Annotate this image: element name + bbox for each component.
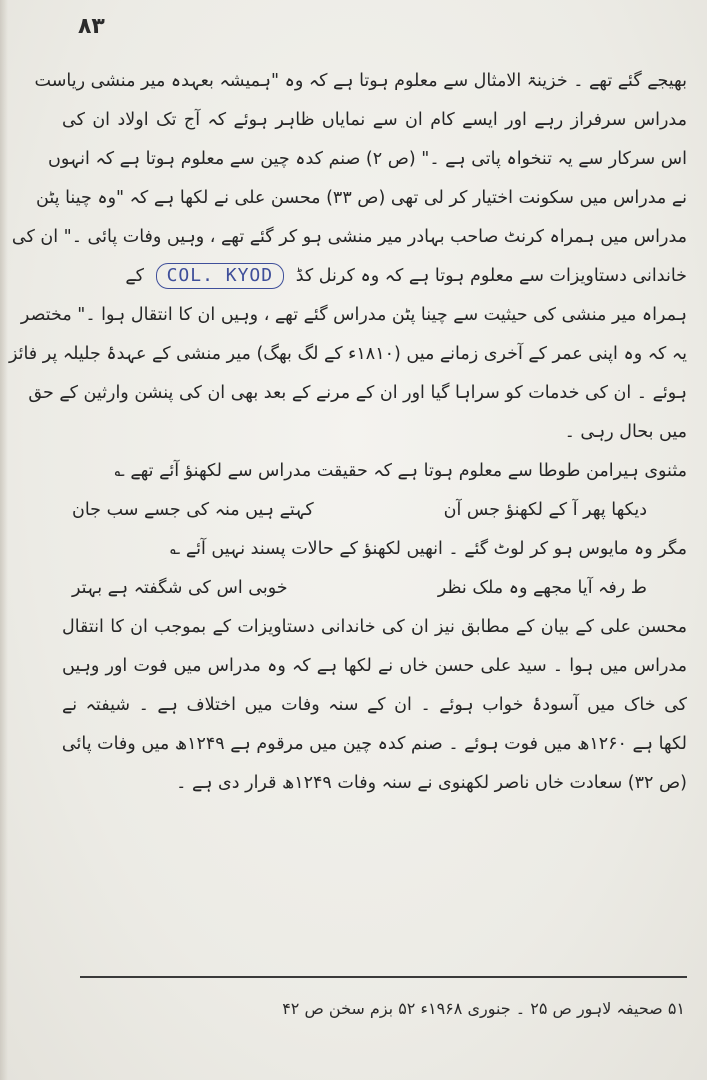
text-line-1: بھیجے گئے تھے ۔ خزینۃ الامثال سے معلوم ہوتا ہے کہ وہ "ہمیشہ بعہدہ میر منشی ریاست	[34, 71, 687, 91]
page-number: ۸۳	[78, 14, 105, 39]
text-line-15: محسن علی کے بیان کے مطابق نیز ان کی خاندانی دستاویزات کے بموجب ان کا انتقال	[62, 617, 687, 637]
text-line-17: کی خاک میں آسودۂ خواب ہوئے ۔ ان کے سنہ وفات میں اختلاف ہے ۔ شیفتہ نے	[62, 695, 687, 715]
text-line-18: لکھا ہے ۱۲۶۰ھ میں فوت ہوئے ۔ صنم کدہ چین میں مرقوم ہے ۱۲۴۹ھ میں وفات پائی	[61, 734, 687, 754]
verse-hemistich-left: کہتے ہیں منہ کی جسے سب جان	[72, 500, 314, 520]
verse-hemistich-right: ط رفہ آیا مجھے وہ ملک نظر	[437, 578, 647, 598]
handwritten-annotation: COL. KYOD	[156, 263, 285, 289]
verse-couplet-2	[62, 569, 687, 608]
text-line-4: نے مدراس میں سکونت اختیار کر لی تھی (ص ۳۳) محسن علی نے لکھا ہے کہ "وہ چینا پٹن	[36, 188, 687, 208]
text-line-9: ہوئے ۔ ان کی خدمات کو سراہا گیا اور ان کے مرنے کے بعد بھی ان کی پنشن وارثین کے حق	[28, 383, 687, 403]
text-line-11: مثنوی ہیرامن طوطا سے معلوم ہوتا ہے کہ حقیقت مدراس سے لکھنؤ آئے تھے ؎	[114, 461, 687, 481]
text-line-8: یہ کہ وہ اپنی عمر کے آخری زمانے میں (۱۸۱۰ء کے لگ بھگ) میر منشی کے عہدۂ جلیلہ پر فائز	[8, 344, 687, 364]
verse-couplet-1	[62, 491, 687, 530]
body-text	[8, 62, 687, 803]
text-line-3: اس سرکار سے یہ تنخواہ پاتی ہے ۔" (ص ۲) صنم کدہ چین سے معلوم ہوتا ہے کہ انہوں	[48, 149, 687, 169]
text-line-6	[62, 257, 687, 296]
text-line-16: مدراس میں ہوا ۔ سید علی حسن خاں نے لکھا ہے کہ وہ مدراس میں فوت اور وہیں	[62, 656, 687, 676]
text-line-7: ہمراہ میر منشی کی حیثیت سے چینا پٹن مدراس گئے تھے ، وہیں ان کا انتقال ہوا ۔" مختصر	[20, 305, 687, 325]
footnote-divider	[80, 976, 687, 978]
footnote: ۵۱ صحیفہ لاہور ص ۲۵ ۔ جنوری ۱۹۶۸ء ۵۲ بزم سخن ص ۴۲	[282, 999, 685, 1018]
text-line-19: (ص ۳۲) سعادت خاں ناصر لکھنوی نے سنہ وفات ۱۲۴۹ھ قرار دی ہے ۔	[176, 773, 687, 793]
text-line-5: مدراس میں ہمراہ کرنٹ صاحب بہادر میر منشی ہو کر گئے تھے ، وہیں وفات پائی ۔" ان کی	[11, 227, 687, 247]
text-line-10: میں بحال رہی ۔	[564, 422, 687, 442]
verse-hemistich-left: خوبی اس کی شگفتہ ہے بہتر	[72, 578, 288, 598]
text-line-6-suffix: کے	[125, 266, 144, 286]
text-line-2: مدراس سرفراز رہے اور ایسے کام ان سے نمایاں ظاہر ہوئے کہ آج تک اولاد ان کی	[62, 110, 687, 130]
verse-prose-line	[62, 530, 687, 569]
verse-prose-text: مگر وہ مایوس ہو کر لوٹ گئے ۔ انھیں لکھنؤ کے حالات پسند نہیں آئے ؎	[170, 539, 687, 559]
text-line-6-content: خاندانی دستاویزات سے معلوم ہوتا ہے کہ وہ کرنل کڈ	[295, 266, 687, 286]
page-edge-shadow	[0, 0, 8, 1080]
verse-hemistich-right: دیکھا پھر آ کے لکھنؤ جس آن	[443, 500, 647, 520]
